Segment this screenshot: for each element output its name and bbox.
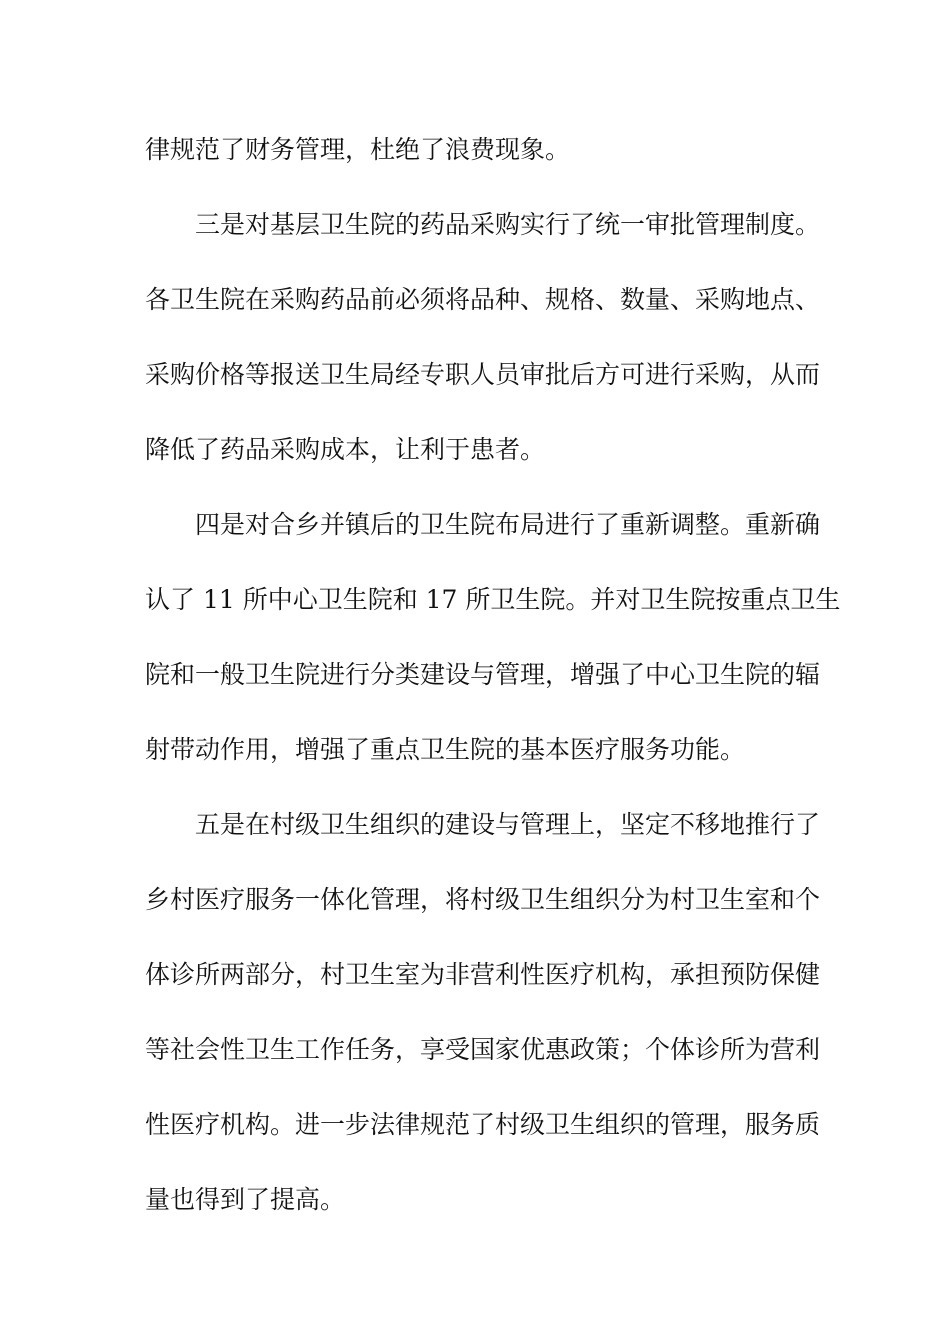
- text-line: 院和一般卫生院进行分类建设与管理，增强了中心卫生院的辐: [145, 660, 821, 689]
- text-line: 量也得到了提高。: [145, 1185, 346, 1214]
- text-line: 三是对基层卫生院的药品采购实行了统一审批管理制度。: [195, 210, 821, 239]
- text-line: 认了 11 所中心卫生院和 17 所卫生院。并对卫生院按重点卫生: [145, 585, 841, 614]
- text-line: 等社会性卫生工作任务，享受国家优惠政策；个体诊所为营利: [145, 1035, 821, 1064]
- text-line: 四是对合乡并镇后的卫生院布局进行了重新调整。重新确: [195, 510, 821, 539]
- text-line: 性医疗机构。进一步法律规范了村级卫生组织的管理，服务质: [145, 1110, 821, 1139]
- text-line: 降低了药品采购成本，让利于患者。: [145, 435, 546, 464]
- text-line: 体诊所两部分，村卫生室为非营利性医疗机构，承担预防保健: [145, 960, 821, 989]
- text-line: 各卫生院在采购药品前必须将品种、规格、数量、采购地点、: [145, 285, 821, 314]
- text-line: 采购价格等报送卫生局经专职人员审批后方可进行采购，从而: [145, 360, 821, 389]
- text-line: 律规范了财务管理，杜绝了浪费现象。: [145, 135, 571, 164]
- text-line: 五是在村级卫生组织的建设与管理上，坚定不移地推行了: [195, 810, 821, 839]
- text-line: 乡村医疗服务一体化管理，将村级卫生组织分为村卫生室和个: [145, 885, 821, 914]
- text-line: 射带动作用，增强了重点卫生院的基本医疗服务功能。: [145, 735, 746, 764]
